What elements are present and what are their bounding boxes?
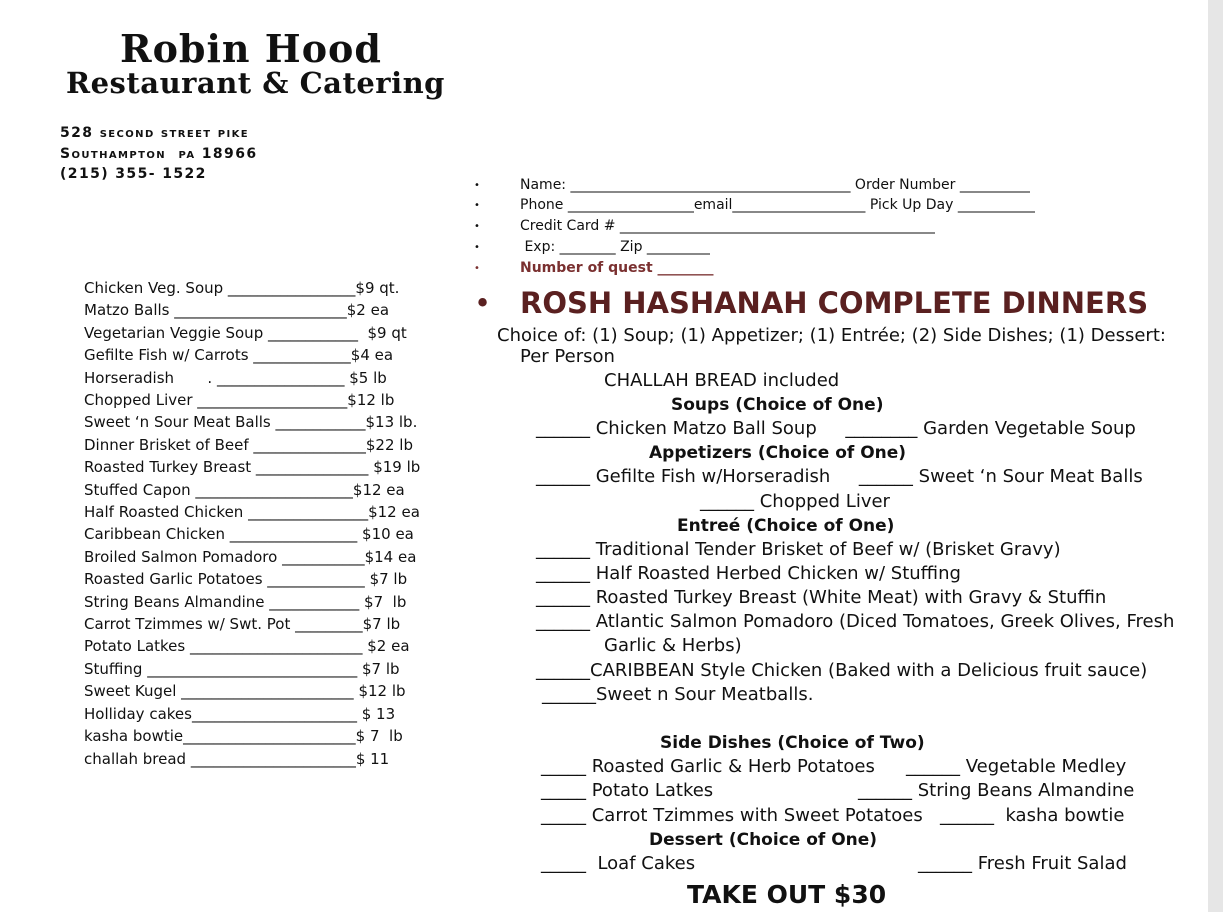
soups-options: ______ Chicken Matzo Ball Soup ________ Garden Vegetable Soup — [536, 418, 1136, 439]
logo-title: Robin Hood — [120, 26, 382, 71]
address-street: 528 second street pike — [60, 125, 250, 141]
price-item: Dinner Brisket of Beef _______________$22 lb — [84, 436, 413, 454]
price-item: Roasted Garlic Potatoes _____________ $7 lb — [84, 570, 408, 588]
credit-card-field[interactable]: Credit Card # _____________________________________________ — [520, 218, 935, 234]
price-item: Vegetarian Veggie Soup ____________ $9 qt — [84, 324, 407, 342]
title-bullet: • — [474, 286, 492, 320]
price-item: Matzo Balls _______________________$2 ea — [84, 301, 390, 319]
bullet: • — [474, 180, 480, 191]
per-person: Per Person — [520, 346, 615, 367]
price-item: Chopped Liver ____________________$12 lb — [84, 391, 395, 409]
phone-email-field[interactable]: Phone __________________email___________________ Pick Up Day ___________ — [520, 197, 1035, 213]
address-city: Southampton pa 18966 — [60, 146, 258, 162]
price-item: Caribbean Chicken _________________ $10 ea — [84, 525, 414, 543]
entree-option: ______ Traditional Tender Brisket of Beef w/ (Brisket Gravy) — [536, 539, 1061, 560]
price-item: Roasted Turkey Breast _______________ $19 lb — [84, 458, 421, 476]
dessert-header: Dessert (Choice of One) — [649, 830, 878, 850]
appetizers-option-liver: ______ Chopped Liver — [700, 491, 890, 512]
takeout-price: TAKE OUT $30 — [687, 880, 887, 909]
price-item: Holliday cakes______________________ $ 13 — [84, 705, 396, 723]
price-item: kasha bowtie_______________________$ 7 lb — [84, 727, 403, 745]
entree-option: ______Sweet n Sour Meatballs. — [542, 684, 814, 705]
menu-title: ROSH HASHANAH COMPLETE DINNERS — [520, 286, 1149, 320]
price-item: Carrot Tzimmes w/ Swt. Pot _________$7 lb — [84, 615, 401, 633]
entree-option: ______ Atlantic Salmon Pomadoro (Diced Tomatoes, Greek Olives, Fresh — [536, 611, 1175, 632]
guests-field[interactable]: Number of quest ________ — [520, 260, 714, 276]
price-item: Potato Latkes _______________________ $2 ea — [84, 637, 410, 655]
price-item: Broiled Salmon Pomadoro ___________$14 ea — [84, 548, 417, 566]
entree-header: Entreé (Choice of One) — [677, 516, 895, 536]
side-option: _____ Carrot Tzimmes with Sweet Potatoes — [541, 805, 923, 826]
price-item: Chicken Veg. Soup _________________$9 qt. — [84, 279, 400, 297]
name-field[interactable]: Name: ________________________________________ Order Number __________ — [520, 177, 1030, 193]
bullet: • — [474, 242, 480, 253]
side-option: ______ kasha bowtie — [940, 805, 1125, 826]
price-item: Sweet Kugel _______________________ $12 lb — [84, 682, 406, 700]
side-option: _____ Roasted Garlic & Herb Potatoes — [541, 756, 875, 777]
page-edge — [1208, 0, 1223, 912]
address-phone: (215) 355- 1522 — [60, 166, 207, 182]
choice-line: Choice of: (1) Soup; (1) Appetizer; (1) Entrée; (2) Side Dishes; (1) Dessert: — [497, 325, 1166, 346]
side-option: ______ String Beans Almandine — [858, 780, 1135, 801]
price-item: Stuffed Capon _____________________$12 ea — [84, 481, 405, 499]
bullet: • — [474, 221, 480, 232]
price-item: challah bread ______________________$ 11 — [84, 750, 390, 768]
side-option: ______ Vegetable Medley — [906, 756, 1127, 777]
price-item: Stuffing ____________________________ $7 lb — [84, 660, 400, 678]
dessert-option: ______ Fresh Fruit Salad — [918, 853, 1127, 874]
appetizers-header: Appetizers (Choice of One) — [649, 443, 907, 463]
soups-header: Soups (Choice of One) — [671, 395, 884, 415]
dessert-option: _____ Loaf Cakes — [541, 853, 696, 874]
side-option: _____ Potato Latkes — [541, 780, 714, 801]
appetizers-options: ______ Gefilte Fish w/Horseradish ______ Sweet ‘n Sour Meat Balls — [536, 466, 1143, 487]
price-item: Half Roasted Chicken ________________$12 ea — [84, 503, 420, 521]
sides-header: Side Dishes (Choice of Two) — [660, 733, 925, 753]
price-item: Gefilte Fish w/ Carrots _____________$4 ea — [84, 346, 394, 364]
price-item: Horseradish . _________________ $5 lb — [84, 369, 387, 387]
entree-option: ______CARIBBEAN Style Chicken (Baked with a Delicious fruit sauce) — [536, 660, 1148, 681]
price-item: Sweet ‘n Sour Meat Balls ____________$13 lb. — [84, 413, 418, 431]
price-item: String Beans Almandine ____________ $7 lb — [84, 593, 407, 611]
logo-subtitle: Restaurant & Catering — [66, 66, 445, 100]
bullet: • — [474, 263, 480, 274]
entree-option: ______ Roasted Turkey Breast (White Meat) with Gravy & Stuffin — [536, 587, 1107, 608]
challah-note: CHALLAH BREAD included — [604, 370, 840, 391]
exp-zip-field[interactable]: Exp: ________ Zip _________ — [520, 239, 710, 255]
entree-option-cont: Garlic & Herbs) — [604, 635, 742, 656]
entree-option: ______ Half Roasted Herbed Chicken w/ Stuffing — [536, 563, 961, 584]
bullet: • — [474, 200, 480, 211]
